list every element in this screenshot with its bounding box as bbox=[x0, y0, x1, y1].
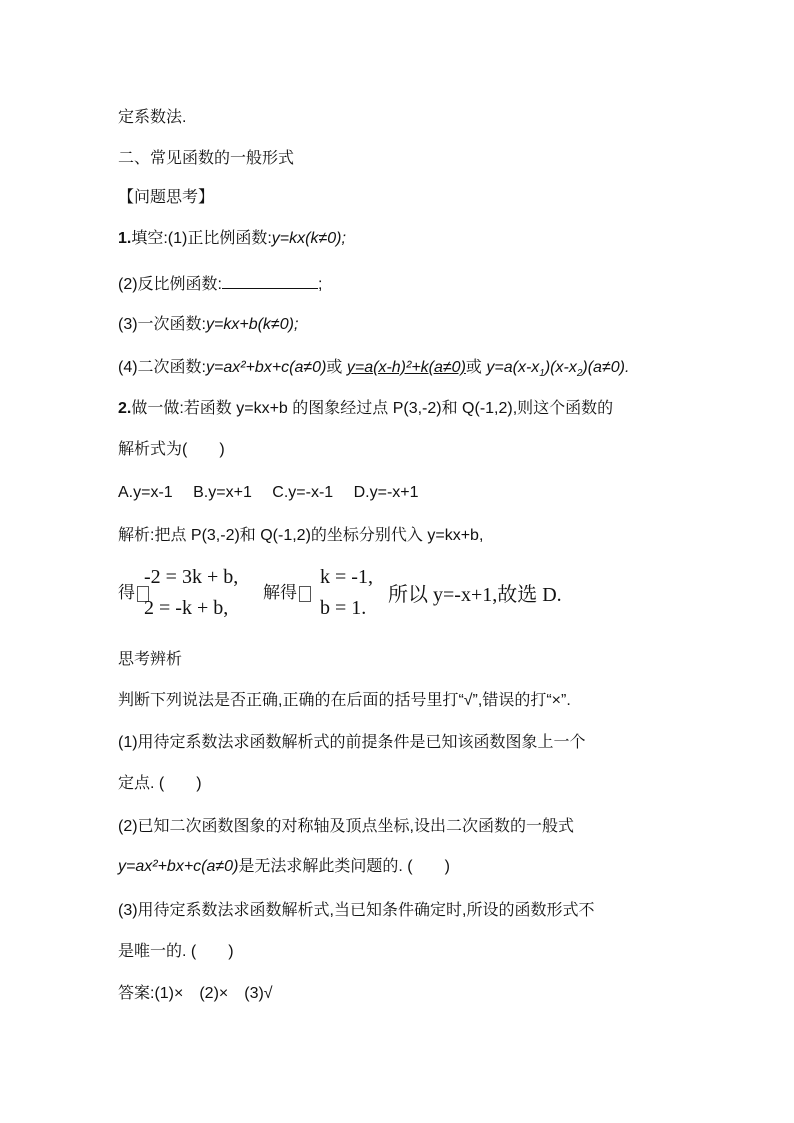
choice-options: A.y=x-1 B.y=x+1 C.y=-x-1 D.y=-x+1 bbox=[118, 484, 419, 501]
question-1 bbox=[118, 229, 346, 249]
question-2 bbox=[118, 399, 613, 419]
question-text: (2)反比例函数: bbox=[118, 276, 223, 293]
formula-vertex: y=a(x-h)²+k(a≠0) bbox=[346, 359, 466, 376]
question-1-part-3 bbox=[118, 315, 298, 335]
formula-part: )(x-x bbox=[544, 359, 577, 376]
question-number: 2. bbox=[118, 400, 132, 417]
statement-3-cont: 是唯一的. ( ) bbox=[118, 943, 234, 960]
question-text: (3)一次函数: bbox=[118, 316, 207, 333]
connector: 或 bbox=[465, 359, 482, 376]
equation-system-2 bbox=[320, 562, 373, 624]
answer-blank bbox=[222, 273, 318, 289]
formula-general: y=ax²+bx+c(a≠0) bbox=[206, 359, 327, 376]
text-line: 定系数法. bbox=[118, 109, 187, 126]
question-heading: 【问题思考】 bbox=[118, 189, 215, 206]
statement-1: (1)用待定系数法求函数解析式的前提条件是已知该函数图象上一个 bbox=[118, 734, 586, 751]
statement-text: 是无法求解此类问题的. ( ) bbox=[238, 858, 450, 875]
question-text: (4)二次函数: bbox=[118, 359, 207, 376]
label: 得 bbox=[118, 583, 135, 602]
instruction: 判断下列说法是否正确,正确的在后面的括号里打“√”,错误的打“×”. bbox=[118, 692, 571, 709]
question-2-cont: 解析式为( ) bbox=[118, 441, 225, 458]
formula: y=kx(k≠0); bbox=[271, 230, 346, 247]
question-number: 1. bbox=[118, 230, 132, 247]
formula: y=kx+b(k≠0); bbox=[206, 316, 299, 333]
formula-part: )(a≠0). bbox=[582, 359, 630, 376]
statement-2-cont bbox=[118, 857, 450, 877]
subscript: 1 bbox=[539, 368, 545, 380]
formula: y=ax²+bx+c(a≠0) bbox=[118, 858, 239, 875]
solution-line: 解析:把点 P(3,-2)和 Q(-1,2)的坐标分别代入 y=kx+b, bbox=[118, 527, 484, 544]
statement-3: (3)用待定系数法求函数解析式,当已知条件确定时,所设的函数形式不 bbox=[118, 902, 595, 919]
equation-row: -2 = 3k + b, bbox=[144, 566, 239, 588]
label: 解得 bbox=[263, 583, 297, 602]
question-1-part-2 bbox=[118, 273, 322, 295]
question-text: 做一做:若函数 y=kx+b 的图象经过点 P(3,-2)和 Q(-1,2),则这个函数的 bbox=[131, 400, 614, 417]
equation-system-1 bbox=[144, 562, 238, 624]
question-1-part-4 bbox=[118, 358, 629, 384]
statement-1-cont: 定点. ( ) bbox=[118, 775, 202, 792]
equation-row: b = 1. bbox=[320, 597, 367, 619]
statement-2: (2)已知二次函数图象的对称轴及顶点坐标,设出二次函数的一般式 bbox=[118, 818, 575, 835]
punctuation: ; bbox=[318, 276, 323, 293]
equation-row: k = -1, bbox=[320, 566, 373, 588]
solution-label bbox=[263, 578, 311, 603]
formula-intercept bbox=[486, 359, 630, 380]
answer-line: 答案:(1)× (2)× (3)√ bbox=[118, 985, 273, 1002]
section-heading: 二、常见函数的一般形式 bbox=[118, 150, 295, 167]
connector: 或 bbox=[326, 359, 343, 376]
section-label: 思考辨析 bbox=[118, 651, 183, 668]
subscript: 2 bbox=[576, 368, 583, 380]
solution-conclusion: 所以 y=-x+1,故选 D. bbox=[388, 584, 562, 606]
equation-row: 2 = -k + b, bbox=[144, 597, 229, 619]
question-text: 填空:(1)正比例函数: bbox=[131, 230, 272, 247]
missing-glyph-icon bbox=[299, 586, 311, 602]
formula-part: y=a(x-x bbox=[486, 359, 540, 376]
